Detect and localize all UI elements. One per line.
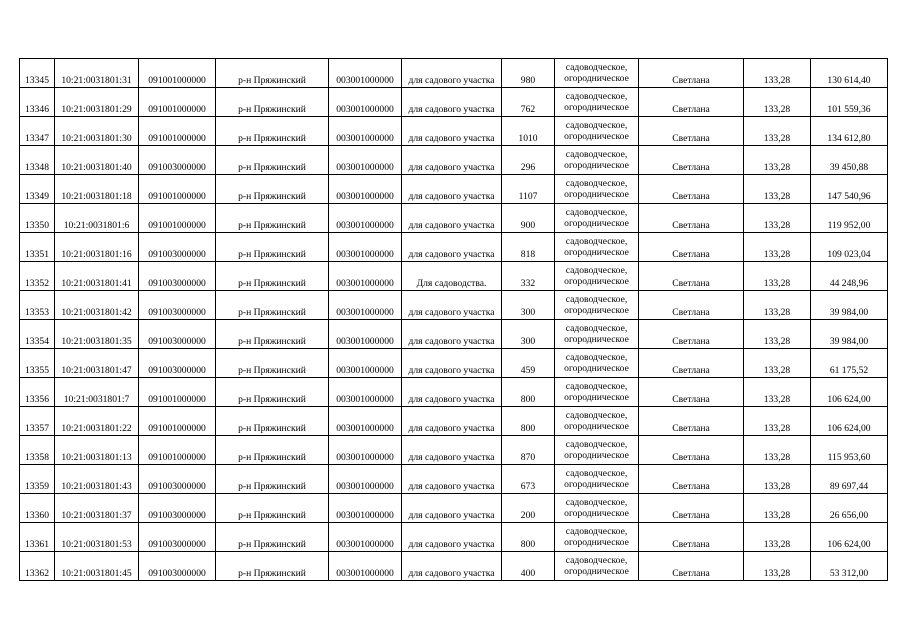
category-code-cell: 003001000000 [329, 320, 402, 349]
land-use-line-2: огородническое [564, 72, 629, 84]
category-code-cell: 003001000000 [329, 204, 402, 233]
district-cell: р-н Пряжинский [216, 349, 329, 378]
cadastral-number-cell: 10:21:0031801:13 [55, 436, 139, 465]
okato-code-cell: 091003000000 [139, 349, 216, 378]
land-use-line-2: огородническое [564, 159, 629, 171]
land-use-type-cell [555, 407, 639, 436]
land-use-type-cell [555, 494, 639, 523]
district-cell: р-н Пряжинский [216, 88, 329, 117]
district-cell: р-н Пряжинский [216, 465, 329, 494]
area-cell: 800 [502, 407, 555, 436]
cadastral-number-cell: 10:21:0031801:22 [55, 407, 139, 436]
name-cell: Светлана [639, 146, 744, 175]
okato-code-cell: 091003000000 [139, 494, 216, 523]
land-use-line-2: огородническое [564, 101, 629, 113]
district-cell: р-н Пряжинский [216, 204, 329, 233]
okato-code-cell: 091003000000 [139, 320, 216, 349]
area-cell: 762 [502, 88, 555, 117]
cadastral-value-cell: 119 952,00 [811, 204, 888, 233]
cadastral-value-cell: 106 624,00 [811, 523, 888, 552]
permitted-use-cell: для садового участка [402, 204, 502, 233]
name-cell: Светлана [639, 233, 744, 262]
table-row [20, 233, 888, 262]
record-id-cell: 13352 [20, 262, 55, 291]
district-cell: р-н Пряжинский [216, 407, 329, 436]
table-row [20, 262, 888, 291]
permitted-use-cell: для садового участка [402, 320, 502, 349]
name-cell: Светлана [639, 59, 744, 88]
district-cell: р-н Пряжинский [216, 494, 329, 523]
category-code-cell: 003001000000 [329, 262, 402, 291]
district-cell: р-н Пряжинский [216, 320, 329, 349]
cadastral-number-cell: 10:21:0031801:43 [55, 465, 139, 494]
permitted-use-cell: для садового участка [402, 349, 502, 378]
land-use-type-cell [555, 117, 639, 146]
cadastral-value-cell: 106 624,00 [811, 378, 888, 407]
land-use-line-1: садоводческое, [565, 409, 628, 421]
category-code-cell: 003001000000 [329, 436, 402, 465]
record-id-cell: 13350 [20, 204, 55, 233]
land-use-line-1: садоводческое, [565, 177, 628, 189]
table-row [20, 407, 888, 436]
land-use-line-2: огородническое [564, 536, 629, 548]
record-id-cell: 13353 [20, 291, 55, 320]
table-row [20, 291, 888, 320]
area-cell: 870 [502, 436, 555, 465]
table-row [20, 88, 888, 117]
land-use-line-2: огородническое [564, 246, 629, 258]
table-row [20, 494, 888, 523]
category-code-cell: 003001000000 [329, 88, 402, 117]
specific-value-cell: 133,28 [744, 552, 811, 581]
permitted-use-cell: для садового участка [402, 378, 502, 407]
specific-value-cell: 133,28 [744, 146, 811, 175]
land-use-type-cell [555, 291, 639, 320]
district-cell: р-н Пряжинский [216, 233, 329, 262]
land-use-type-cell [555, 523, 639, 552]
district-cell: р-н Пряжинский [216, 59, 329, 88]
cadastral-value-cell: 115 953,60 [811, 436, 888, 465]
land-use-type-cell [555, 378, 639, 407]
specific-value-cell: 133,28 [744, 494, 811, 523]
land-use-type-cell [555, 88, 639, 117]
okato-code-cell: 091003000000 [139, 465, 216, 494]
table-row [20, 523, 888, 552]
land-use-line-1: садоводческое, [565, 90, 628, 102]
cadastral-value-cell: 26 656,00 [811, 494, 888, 523]
land-use-line-1: садоводческое, [565, 322, 628, 334]
okato-code-cell: 091001000000 [139, 117, 216, 146]
cadastral-number-cell: 10:21:0031801:47 [55, 349, 139, 378]
specific-value-cell: 133,28 [744, 233, 811, 262]
record-id-cell: 13348 [20, 146, 55, 175]
name-cell: Светлана [639, 523, 744, 552]
name-cell: Светлана [639, 465, 744, 494]
area-cell: 459 [502, 349, 555, 378]
specific-value-cell: 133,28 [744, 523, 811, 552]
cadastral-value-cell: 89 697,44 [811, 465, 888, 494]
name-cell: Светлана [639, 117, 744, 146]
cadastral-value-cell: 109 023,04 [811, 233, 888, 262]
land-use-line-1: садоводческое, [565, 351, 628, 363]
category-code-cell: 003001000000 [329, 523, 402, 552]
table-row [20, 465, 888, 494]
district-cell: р-н Пряжинский [216, 436, 329, 465]
area-cell: 1107 [502, 175, 555, 204]
land-use-line-1: садоводческое, [565, 525, 628, 537]
table-row [20, 175, 888, 204]
land-use-line-2: огородническое [564, 391, 629, 403]
land-use-type-cell [555, 59, 639, 88]
record-id-cell: 13361 [20, 523, 55, 552]
specific-value-cell: 133,28 [744, 204, 811, 233]
record-id-cell: 13354 [20, 320, 55, 349]
category-code-cell: 003001000000 [329, 117, 402, 146]
category-code-cell: 003001000000 [329, 291, 402, 320]
cadastral-number-cell: 10:21:0031801:41 [55, 262, 139, 291]
land-use-line-2: огородническое [564, 507, 629, 519]
okato-code-cell: 091001000000 [139, 59, 216, 88]
land-use-line-1: садоводческое, [565, 206, 628, 218]
land-use-type-cell [555, 262, 639, 291]
category-code-cell: 003001000000 [329, 465, 402, 494]
area-cell: 332 [502, 262, 555, 291]
table-row [20, 204, 888, 233]
permitted-use-cell: для садового участка [402, 117, 502, 146]
land-use-type-cell [555, 552, 639, 581]
land-use-type-cell [555, 175, 639, 204]
area-cell: 296 [502, 146, 555, 175]
cadastral-value-cell: 134 612,80 [811, 117, 888, 146]
okato-code-cell: 091001000000 [139, 378, 216, 407]
category-code-cell: 003001000000 [329, 349, 402, 378]
area-cell: 200 [502, 494, 555, 523]
land-use-line-1: садоводческое, [565, 438, 628, 450]
district-cell: р-н Пряжинский [216, 262, 329, 291]
land-use-line-1: садоводческое, [565, 61, 628, 73]
land-use-line-2: огородническое [564, 304, 629, 316]
cadastral-number-cell: 10:21:0031801:40 [55, 146, 139, 175]
land-use-line-1: садоводческое, [565, 496, 628, 508]
land-use-line-2: огородническое [564, 478, 629, 490]
specific-value-cell: 133,28 [744, 407, 811, 436]
category-code-cell: 003001000000 [329, 407, 402, 436]
cadastral-value-cell: 39 984,00 [811, 320, 888, 349]
table-row [20, 552, 888, 581]
area-cell: 673 [502, 465, 555, 494]
land-use-line-2: огородническое [564, 565, 629, 577]
category-code-cell: 003001000000 [329, 233, 402, 262]
table-row [20, 349, 888, 378]
cadastral-value-cell: 130 614,40 [811, 59, 888, 88]
table-row [20, 59, 888, 88]
land-use-type-cell [555, 146, 639, 175]
cadastral-number-cell: 10:21:0031801:7 [55, 378, 139, 407]
district-cell: р-н Пряжинский [216, 291, 329, 320]
name-cell: Светлана [639, 349, 744, 378]
land-use-line-2: огородническое [564, 420, 629, 432]
permitted-use-cell: для садового участка [402, 59, 502, 88]
land-use-line-2: огородническое [564, 130, 629, 142]
category-code-cell: 003001000000 [329, 175, 402, 204]
cadastral-number-cell: 10:21:0031801:16 [55, 233, 139, 262]
category-code-cell: 003001000000 [329, 552, 402, 581]
record-id-cell: 13351 [20, 233, 55, 262]
district-cell: р-н Пряжинский [216, 117, 329, 146]
area-cell: 300 [502, 291, 555, 320]
record-id-cell: 13346 [20, 88, 55, 117]
cadastral-number-cell: 10:21:0031801:6 [55, 204, 139, 233]
cadastral-number-cell: 10:21:0031801:37 [55, 494, 139, 523]
cadastral-value-cell: 39 984,00 [811, 291, 888, 320]
district-cell: р-н Пряжинский [216, 552, 329, 581]
okato-code-cell: 091003000000 [139, 146, 216, 175]
land-use-line-1: садоводческое, [565, 235, 628, 247]
cadastral-number-cell: 10:21:0031801:18 [55, 175, 139, 204]
table-row [20, 320, 888, 349]
cadastral-value-cell: 101 559,36 [811, 88, 888, 117]
category-code-cell: 003001000000 [329, 378, 402, 407]
cadastral-number-cell: 10:21:0031801:45 [55, 552, 139, 581]
land-use-type-cell [555, 320, 639, 349]
okato-code-cell: 091003000000 [139, 523, 216, 552]
permitted-use-cell: для садового участка [402, 436, 502, 465]
okato-code-cell: 091001000000 [139, 204, 216, 233]
permitted-use-cell: для садового участка [402, 407, 502, 436]
table-body [20, 59, 888, 581]
okato-code-cell: 091003000000 [139, 291, 216, 320]
okato-code-cell: 091001000000 [139, 175, 216, 204]
category-code-cell: 003001000000 [329, 494, 402, 523]
record-id-cell: 13355 [20, 349, 55, 378]
category-code-cell: 003001000000 [329, 146, 402, 175]
land-use-line-2: огородническое [564, 188, 629, 200]
cadastral-number-cell: 10:21:0031801:35 [55, 320, 139, 349]
district-cell: р-н Пряжинский [216, 523, 329, 552]
name-cell: Светлана [639, 88, 744, 117]
land-use-line-2: огородническое [564, 333, 629, 345]
permitted-use-cell: для садового участка [402, 552, 502, 581]
permitted-use-cell: для садового участка [402, 233, 502, 262]
land-use-type-cell [555, 233, 639, 262]
cadastral-number-cell: 10:21:0031801:53 [55, 523, 139, 552]
specific-value-cell: 133,28 [744, 291, 811, 320]
record-id-cell: 13362 [20, 552, 55, 581]
name-cell: Светлана [639, 436, 744, 465]
name-cell: Светлана [639, 494, 744, 523]
record-id-cell: 13360 [20, 494, 55, 523]
land-use-type-cell [555, 349, 639, 378]
name-cell: Светлана [639, 378, 744, 407]
name-cell: Светлана [639, 262, 744, 291]
area-cell: 818 [502, 233, 555, 262]
okato-code-cell: 091003000000 [139, 233, 216, 262]
okato-code-cell: 091001000000 [139, 436, 216, 465]
okato-code-cell: 091003000000 [139, 262, 216, 291]
cadastral-number-cell: 10:21:0031801:31 [55, 59, 139, 88]
cadastral-number-cell: 10:21:0031801:30 [55, 117, 139, 146]
area-cell: 1010 [502, 117, 555, 146]
name-cell: Светлана [639, 320, 744, 349]
cadastral-value-cell: 61 175,52 [811, 349, 888, 378]
permitted-use-cell: Для садоводства. [402, 262, 502, 291]
specific-value-cell: 133,28 [744, 262, 811, 291]
okato-code-cell: 091001000000 [139, 88, 216, 117]
name-cell: Светлана [639, 407, 744, 436]
area-cell: 300 [502, 320, 555, 349]
specific-value-cell: 133,28 [744, 175, 811, 204]
area-cell: 800 [502, 523, 555, 552]
specific-value-cell: 133,28 [744, 320, 811, 349]
land-use-line-1: садоводческое, [565, 148, 628, 160]
specific-value-cell: 133,28 [744, 465, 811, 494]
cadastral-value-cell: 44 248,96 [811, 262, 888, 291]
name-cell: Светлана [639, 175, 744, 204]
permitted-use-cell: для садового участка [402, 465, 502, 494]
table-row [20, 117, 888, 146]
permitted-use-cell: для садового участка [402, 146, 502, 175]
record-id-cell: 13345 [20, 59, 55, 88]
category-code-cell: 003001000000 [329, 59, 402, 88]
cadastral-number-cell: 10:21:0031801:42 [55, 291, 139, 320]
specific-value-cell: 133,28 [744, 378, 811, 407]
cadastral-value-cell: 53 312,00 [811, 552, 888, 581]
specific-value-cell: 133,28 [744, 436, 811, 465]
permitted-use-cell: для садового участка [402, 494, 502, 523]
cadastral-value-cell: 147 540,96 [811, 175, 888, 204]
specific-value-cell: 133,28 [744, 59, 811, 88]
land-use-line-2: огородническое [564, 362, 629, 374]
permitted-use-cell: для садового участка [402, 88, 502, 117]
district-cell: р-н Пряжинский [216, 378, 329, 407]
cadastral-number-cell: 10:21:0031801:29 [55, 88, 139, 117]
land-use-line-1: садоводческое, [565, 264, 628, 276]
district-cell: р-н Пряжинский [216, 175, 329, 204]
table-row [20, 436, 888, 465]
record-id-cell: 13356 [20, 378, 55, 407]
okato-code-cell: 091001000000 [139, 407, 216, 436]
name-cell: Светлана [639, 552, 744, 581]
record-id-cell: 13357 [20, 407, 55, 436]
area-cell: 900 [502, 204, 555, 233]
area-cell: 980 [502, 59, 555, 88]
permitted-use-cell: для садового участка [402, 523, 502, 552]
land-plots-table [19, 58, 888, 581]
land-use-type-cell [555, 465, 639, 494]
okato-code-cell: 091003000000 [139, 552, 216, 581]
land-use-line-2: огородническое [564, 217, 629, 229]
table-row [20, 146, 888, 175]
area-cell: 800 [502, 378, 555, 407]
land-use-line-1: садоводческое, [565, 380, 628, 392]
permitted-use-cell: для садового участка [402, 175, 502, 204]
land-use-type-cell [555, 204, 639, 233]
permitted-use-cell: для садового участка [402, 291, 502, 320]
land-use-line-2: огородническое [564, 275, 629, 287]
record-id-cell: 13358 [20, 436, 55, 465]
cadastral-value-cell: 106 624,00 [811, 407, 888, 436]
table-row [20, 378, 888, 407]
name-cell: Светлана [639, 291, 744, 320]
record-id-cell: 13359 [20, 465, 55, 494]
record-id-cell: 13347 [20, 117, 55, 146]
specific-value-cell: 133,28 [744, 349, 811, 378]
specific-value-cell: 133,28 [744, 88, 811, 117]
name-cell: Светлана [639, 204, 744, 233]
land-use-line-1: садоводческое, [565, 119, 628, 131]
district-cell: р-н Пряжинский [216, 146, 329, 175]
area-cell: 400 [502, 552, 555, 581]
land-use-line-1: садоводческое, [565, 293, 628, 305]
land-use-line-2: огородническое [564, 449, 629, 461]
land-use-line-1: садоводческое, [565, 554, 628, 566]
specific-value-cell: 133,28 [744, 117, 811, 146]
land-use-line-1: садоводческое, [565, 467, 628, 479]
record-id-cell: 13349 [20, 175, 55, 204]
cadastral-value-cell: 39 450,88 [811, 146, 888, 175]
land-use-type-cell [555, 436, 639, 465]
